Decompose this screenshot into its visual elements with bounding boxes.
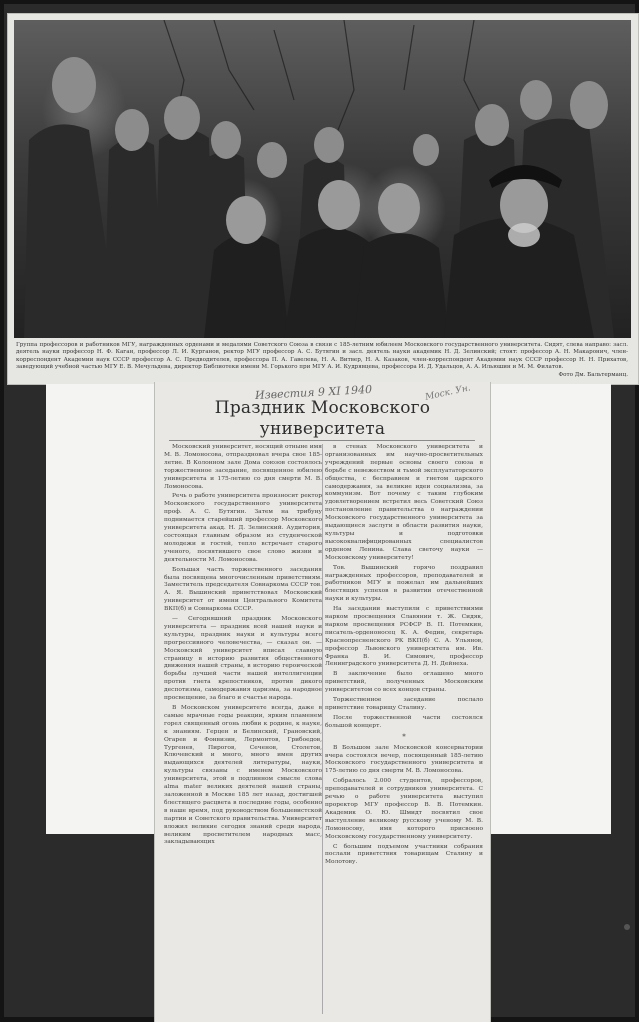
column-divider [322,444,323,1014]
paragraph: Собралось 2.000 студентов, профессоров, преподавателей и сотрудников университета. С речью о работе университета выступил проректор МГУ профессор В. В. Потемкин. Академик О. Ю. Шмидт посвятил свое выступление великому русскому ученому М. В. Ломоносову, имя которого присвоено Московскому государственному университету. [325,778,483,840]
paragraph: Московский университет, носящий отныне имя М. В. Ломоносова, отпраздновал вчера свое 185-летие. В Колонном зале Дома союзов состоялось торжественное заседание, посвященное юбилею университета и 175-летию со дня смерти М. В. Ломоносова. [164,444,322,490]
paragraph: Речь о работе университета произносит ректор Московского государственного университета проф. А. С. Бутягин. Затем на трибуну поднимается старейший профессор Московского университета акад. Н. Д. Зелинский. Аудитория, состоящая главным образом из студенческой молодежи и гостей, тепло встречает старого ученого, посвятившего свое слово жизни и деятельности М. Ломоносова. [164,493,322,563]
paragraph: На заседании выступили с приветствиями нарком просвещения Славянии т. Ж. Сидяк, нарком просвещения РСФСР В. П. Потемкин, писатель-орденоносец К. А. Федин, секретарь Краснопресненского РК ВКП(б) С. А. Ульянов, профессор Львовского университета им. Ив. Франка В. И. Симович, профессор Ленинградского университета Д. Н. Дейнеха. [325,606,483,668]
paragraph: В Большом зале Московской консерватории вчера состоялся вечер, посвященный 185-летию Московского государственного университета и 175-летию со дня смерти М. В. Ломоносова. [325,744,483,775]
handwritten-note: Известия 9 XI 1940 [254,382,373,403]
handwritten-note-secondary: Моск. Ун. [424,383,472,403]
pin-mark [624,924,630,930]
article-headline: Праздник Московского университета [214,398,431,439]
paragraph: В заключение было оглашено много приветствий, полученных Московским университетом со всех концов страны. [325,671,483,694]
headline-rule [169,440,475,441]
group-photograph [14,20,631,338]
paragraph: — Сегодняшний праздник Московского университета — праздник всей нашей науки и культуры, праздник науки и культуры всего прогрессивного человечества, — сказал он. — Московский университет вписал славную страницу в историю развития общественного движения нашей страны, в историю героической борьбы лучшей части нашей интеллигенции против гнета крепостников, против дикого деспотизма, самодержавия царизма, за народное просвещение, за благо и счастье народа. [164,616,322,702]
caption-text: Группа профессоров и работников МГУ, награжденных орденами и медалями Советского Союза в связи с 185-летним юбилеем Московского государственного университета. Сидят, слева направо: засл. деятель науки профессор Н. Ф. Каган, профессор Л. И. Курганов, ректор МГУ профессор А. С. Бутягин и засл. деятель науки академик Н. Д. Зелинский; стоят: профессор А. Н. Макаронич, член-корреспондент Академии наук СССР профессор А. С. Предводителев, профессора П. А. Гавелева, Н. А. Витвер, Н. А. Казаков, член-корреспондент Академии наук СССР профессор Н. Н. Прихатов, заведующий учебной частью МГУ Е. В. Мечульдева, директор Библиотеки имени М. Горького при МГУ А. И. Кудрявцева, профессора И. Д. Удальцов, А. А. Ильюшин и М. М. Филатов. [16,342,628,371]
paragraph: Большая часть торжественного заседания была посвящена многочисленным приветствиям. Заместитель председателя Совнаркома СССР тов. А. Я. Вышинский приветствовал Московский университет от имени Центрального Комитета ВКП(б) и Совнаркома СССР. [164,566,322,613]
photo-caption [16,342,628,379]
paragraph: Торжественное заседание послало приветствие товарищу Сталину. [325,697,483,711]
paragraph: в стенах Московского университета и организованных им научно-просветительных учреждений первые основы своего союза в борьбе с невежеством и тьмой эксплуататорского общества, с бесправием и гнетом царского самодержавия, за великие идеи социализма, за коммунизм. Вот почему с таким глубоким удовлетворением встретил весь Советский Союз постановление правительства о награждении Московского государственного университета за выдающиеся заслуги в области развития науки, культуры и подготовки высококвалифицированных специалистов орденом Ленина. Слава светочу науки — Московскому университету! [325,444,483,561]
section-separator: * [402,732,406,741]
scrapbook-page [4,4,635,1017]
photo-figures [14,20,631,338]
photo-clipping [7,13,639,385]
article-column-right [325,444,483,869]
paragraph: После торжественной части состоялся большой концерт. [325,714,483,729]
paragraph: С большим подъемом участники собрания послали приветствия товарищам Сталину и Молотову. [325,843,483,866]
newspaper-article [154,382,491,1022]
paragraph: В Московском университете всегда, даже в самые мрачные годы реакции, ярким пламенем горел священный огонь любви к родине, к науке, к знаниям. Герцен и Белинский, Грановский, Огарев и Фонвизин, Лермонтов, Грибоедов, Тургенев, Пирогов, Сеченов, Столетов, Ключевский и много, много имен других выдающихся деятелей литературы, науки, культуры связаны с именем Московского университета, этой в подлинном смысле слова alma mater великих деятелей нашей страны, заложенной в Москве 185 лет назад, достигшей блестящего расцвета в последние годы, особенно в наше время, под руководством большевистской партии и Советского правительства. Университет вложил великие сегодня знаний среди народа, великим просветителем народных масс, закладывающих [164,705,322,846]
article-column-left [164,444,322,849]
paragraph: Тов. Вышинский горячо поздравил награжденных профессоров, преподавателей и работников МГУ и пожелал им дальнейших блестящих успехов в развитии отечественной науки и культуры. [325,564,483,603]
photo-credit: Фото Дм. Бальтерманц. [558,371,628,378]
